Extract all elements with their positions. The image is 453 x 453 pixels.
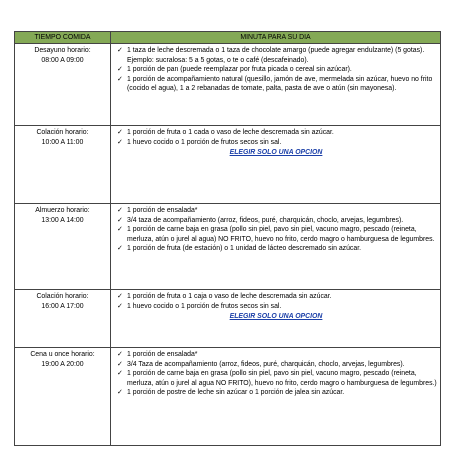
meal-time: 16:00 A 17:00 — [41, 302, 84, 310]
table-row — [15, 348, 441, 446]
menu-cell — [111, 290, 441, 348]
menu-item — [115, 138, 437, 148]
checkmark-icon: ✓ — [117, 302, 123, 310]
choose-one-note: ELEGIR SOLO UNA OPCION — [229, 312, 323, 320]
checkmark-icon: ✓ — [117, 360, 123, 368]
meal-name: Cena u once horario: — [30, 351, 95, 358]
table-header-row — [15, 32, 441, 44]
meal-time-cell — [15, 290, 111, 348]
menu-item — [115, 225, 437, 244]
meal-name: Desayuno horario: — [34, 47, 91, 54]
meal-time: 19:00 A 20:00 — [41, 360, 84, 368]
menu-item-text: 3/4 taza de acompañamiento (arroz, fideos, puré, charquicán, choclo, arvejas, legumbres). — [127, 216, 404, 224]
header-menu: MINUTA PARA SU DIA — [111, 32, 441, 44]
menu-item — [115, 244, 437, 254]
menu-item-text: 1 porción de acompañamiento natural (quesillo, jamón de ave, mermelada sin azúcar, huevo no frito (cocido el agua), 1 a 2 rebanadas de tomate, palta, pasta de ave o atún (sin mayonesa). — [127, 75, 433, 93]
menu-cell — [111, 126, 441, 204]
meal-time-cell — [15, 44, 111, 126]
menu-item-text: 1 porción de carne baja en grasa (pollo sin piel, pavo sin piel, vacuno magro, pescado (reineta, merluza, atún o jurel al agua NO FRITO), huevo no frito, cerdo magro o hamburguesa de legumbres.) — [127, 370, 437, 387]
menu-item-text: 1 huevo cocido o 1 porción de frutos secos sin sal. — [127, 138, 282, 146]
menu-item-text: 1 porción de carne baja en grasa (pollo sin piel, pavo sin piel, vacuno magro, pescado (reineta, merluza, atún o jurel al agua) NO FRITO, huevo no frito, cerdo magro o hamburguesa de legumbres. — [127, 226, 435, 243]
meal-time: 13:00 A 14:00 — [41, 216, 84, 224]
checkmark-icon: ✓ — [117, 138, 123, 146]
meal-time: 08:00 A 09:00 — [41, 56, 84, 64]
meal-time-cell — [15, 204, 111, 290]
menu-item-list — [115, 350, 437, 398]
checkmark-icon: ✓ — [117, 389, 123, 397]
meal-name: Almuerzo horario: — [35, 207, 90, 214]
menu-item-text: 1 taza de leche descremada o 1 taza de chocolate amargo (puede agregar endulzante) (5 gotas). Ejemplo: sucralosa: 5 a 5 gotas, o te o café (descafeinado). — [127, 47, 425, 64]
menu-item-list — [115, 46, 437, 94]
menu-item-list — [115, 292, 437, 311]
meal-time-cell — [15, 348, 111, 446]
table-row — [15, 44, 441, 126]
menu-item-text: 3/4 Taza de acompañamiento (arroz, fideos, puré, charquicán, choclo, arvejas, legumbres). — [127, 360, 405, 368]
menu-item — [115, 302, 437, 312]
menu-item — [115, 292, 437, 302]
table-body — [15, 44, 441, 446]
menu-item-list — [115, 206, 437, 254]
menu-item-list — [115, 128, 437, 147]
menu-item — [115, 216, 437, 226]
menu-item — [115, 369, 437, 388]
menu-item-text: 1 porción de fruta (de estación) o 1 unidad de lácteo descremado sin azúcar. — [127, 245, 362, 253]
meal-time: 10:00 A 11:00 — [41, 138, 84, 146]
checkmark-icon: ✓ — [117, 245, 123, 253]
menu-item — [115, 46, 437, 65]
meal-name: Colación horario: — [36, 293, 89, 300]
menu-item — [115, 350, 437, 360]
checkmark-icon: ✓ — [117, 370, 123, 378]
menu-item-text: 1 porción de fruta o 1 caja o vaso de leche descremada sin azúcar. — [127, 293, 332, 300]
menu-item — [115, 75, 437, 94]
menu-item-text: 1 porción de ensalada* — [127, 351, 198, 358]
checkmark-icon: ✓ — [117, 66, 123, 74]
meal-name: Colación horario: — [36, 129, 89, 136]
checkmark-icon: ✓ — [117, 293, 123, 300]
menu-item — [115, 360, 437, 370]
meal-time-cell — [15, 126, 111, 204]
menu-item-text: 1 porción de ensalada* — [127, 207, 198, 214]
menu-item-text: 1 huevo cocido o 1 porción de frutos secos sin sal. — [127, 302, 282, 310]
checkmark-icon: ✓ — [117, 75, 123, 83]
menu-cell — [111, 204, 441, 290]
menu-cell — [111, 348, 441, 446]
menu-item-text: 1 porción de pan (puede reemplazar por fruta picada o cereal sin azúcar). — [127, 66, 352, 74]
table-row — [15, 290, 441, 348]
menu-item-text: 1 porción de postre de leche sin azúcar o 1 porción de jalea sin azúcar. — [127, 389, 345, 397]
menu-item-text: 1 porción de fruta o 1 cada o vaso de leche descremada sin azúcar. — [127, 129, 334, 136]
checkmark-icon: ✓ — [117, 226, 123, 234]
menu-item — [115, 206, 437, 216]
checkmark-icon: ✓ — [117, 216, 123, 224]
table-row — [15, 126, 441, 204]
menu-item — [115, 128, 437, 138]
meal-plan-table — [14, 31, 441, 446]
checkmark-icon: ✓ — [117, 351, 123, 358]
checkmark-icon: ✓ — [117, 47, 123, 54]
menu-item — [115, 65, 437, 75]
choose-one-note: ELEGIR SOLO UNA OPCION — [229, 148, 323, 156]
header-meal-time: TIEMPO COMIDA — [15, 32, 111, 44]
checkmark-icon: ✓ — [117, 129, 123, 136]
menu-cell — [111, 44, 441, 126]
checkmark-icon: ✓ — [117, 207, 123, 214]
table-row — [15, 204, 441, 290]
menu-item — [115, 388, 437, 398]
